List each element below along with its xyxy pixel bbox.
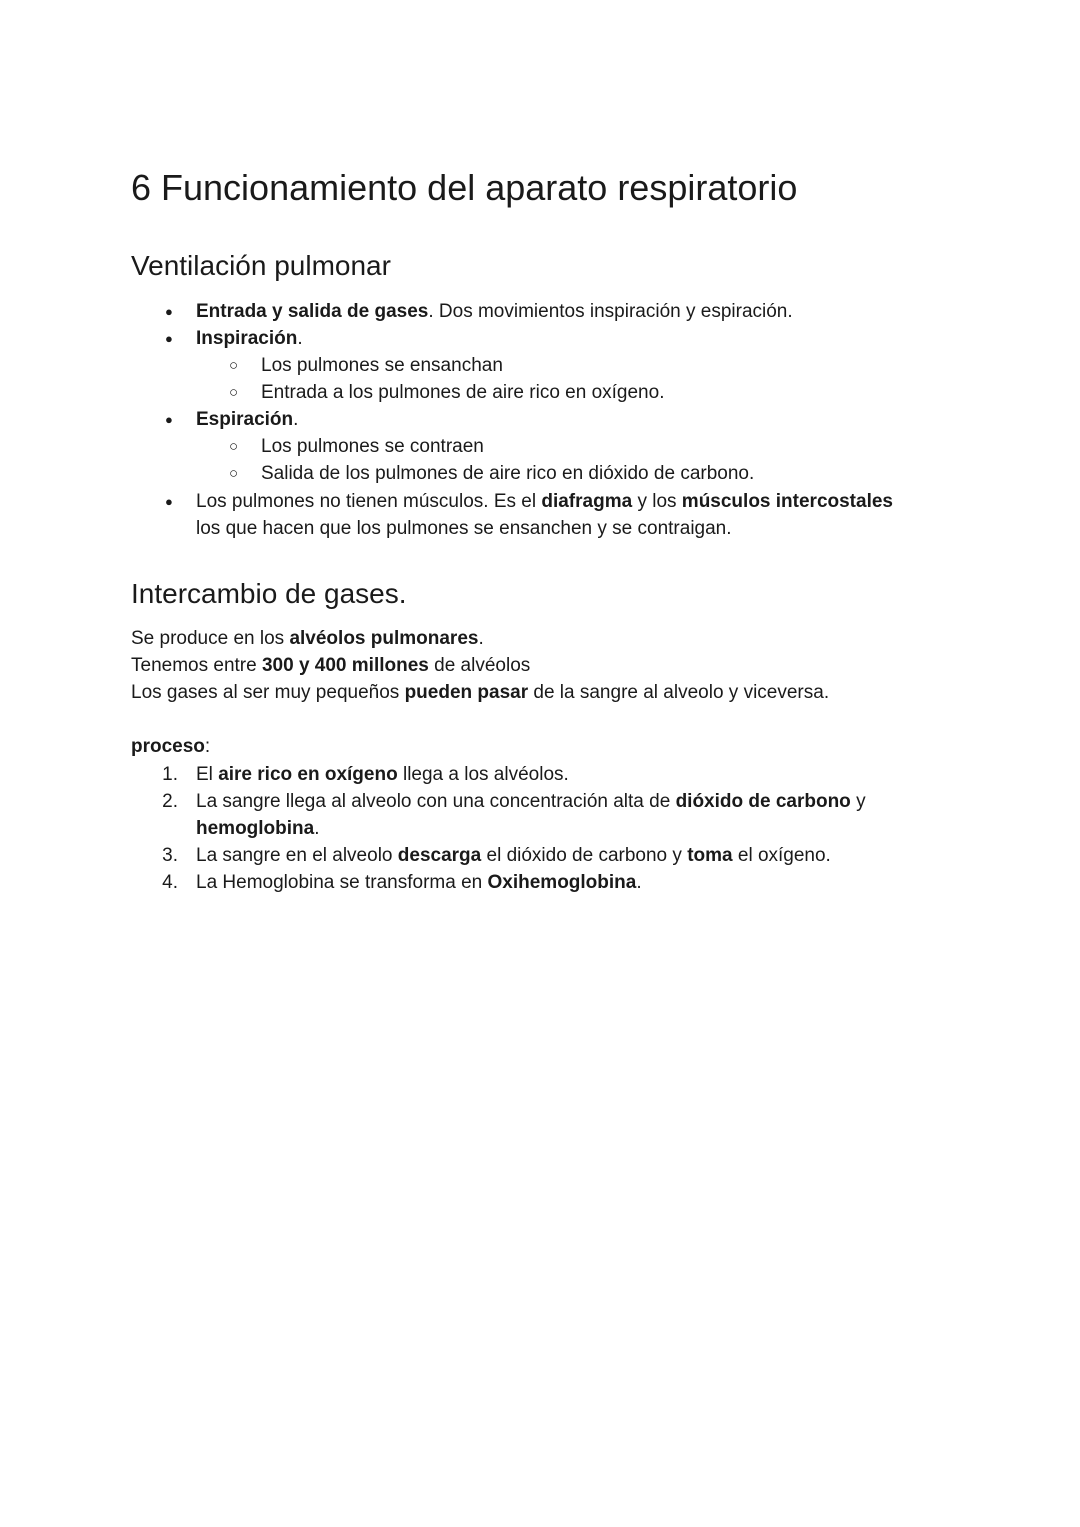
bullet-icon: ● (165, 304, 173, 319)
paragraph (131, 679, 829, 706)
paragraph (131, 652, 530, 679)
section-heading-intercambio: Intercambio de gases. (131, 578, 407, 609)
list-number: 4. (162, 872, 178, 893)
text: . Dos movimientos inspiración y espiración. (428, 301, 793, 322)
text: y (850, 791, 866, 812)
bullet-icon: ● (165, 494, 173, 509)
text: . (478, 628, 484, 649)
text: La sangre llega al alveolo con una concentración alta de (196, 791, 676, 812)
section-heading-ventilacion: Ventilación pulmonar (131, 250, 391, 281)
bold-text: 300 y 400 millones (261, 655, 429, 676)
bold-text: Inspiración (196, 328, 298, 349)
sub-bullet-icon: ○ (229, 384, 239, 401)
bold-text: aire rico en oxígeno (218, 764, 398, 785)
sub-bullet-icon: ○ (229, 438, 239, 455)
text: Tenemos entre (131, 655, 262, 676)
list-item (196, 325, 303, 352)
text: el oxígeno. (732, 845, 831, 866)
sub-list-item: Entrada a los pulmones de aire rico en oxígeno. (261, 382, 665, 403)
bold-text: dióxido de carbono (675, 791, 851, 812)
ordered-list-item (196, 869, 642, 896)
bold-text: Entrada y salida de gases (196, 301, 429, 322)
page-title: 6 Funcionamiento del aparato respiratorio (131, 167, 798, 208)
bold-text: alvéolos pulmonares (289, 628, 479, 649)
bold-text: proceso (131, 736, 205, 757)
sub-list-item: Los pulmones se ensanchan (261, 355, 503, 376)
bold-text: pueden pasar (404, 682, 529, 703)
bold-text: diafragma (541, 491, 633, 512)
list-number: 2. (162, 791, 178, 812)
text: y los (632, 491, 682, 512)
ordered-list-item (196, 842, 831, 869)
list-item (196, 406, 298, 433)
paragraph (131, 625, 484, 652)
text: Los pulmones no tienen músculos. Es el (196, 491, 542, 512)
text: El (196, 764, 219, 785)
ordered-list-item-continuation (196, 815, 320, 842)
bullet-icon: ● (165, 412, 173, 427)
text: : (204, 736, 211, 757)
bold-text: Espiración (196, 409, 294, 430)
sub-list-item: Los pulmones se contraen (261, 436, 484, 457)
bullet-icon: ● (165, 331, 173, 346)
sub-bullet-icon: ○ (229, 357, 239, 374)
text: La Hemoglobina se transforma en (196, 872, 488, 893)
bold-text: toma (687, 845, 733, 866)
proceso-label (131, 733, 210, 760)
text: de alvéolos (428, 655, 531, 676)
bold-text: músculos intercostales (681, 491, 893, 512)
sub-list-item: Salida de los pulmones de aire rico en dióxido de carbono. (261, 463, 755, 484)
text: de la sangre al alveolo y viceversa. (528, 682, 830, 703)
text: La sangre en el alveolo (196, 845, 398, 866)
text: . (636, 872, 642, 893)
text: el dióxido de carbono y (481, 845, 688, 866)
bold-text: Oxihemoglobina (487, 872, 637, 893)
list-item-continuation: los que hacen que los pulmones se ensanchen y se contraigan. (196, 518, 732, 539)
text: Los gases al ser muy pequeños (131, 682, 405, 703)
text: . (293, 409, 299, 430)
text: llega a los alvéolos. (397, 764, 569, 785)
list-item (196, 488, 893, 515)
ordered-list-item (196, 761, 569, 788)
text: . (314, 818, 320, 839)
ordered-list-item (196, 788, 866, 815)
list-number: 3. (162, 845, 178, 866)
list-item (196, 298, 793, 325)
text: . (297, 328, 303, 349)
text: Se produce en los (131, 628, 290, 649)
bold-text: descarga (397, 845, 482, 866)
sub-bullet-icon: ○ (229, 465, 239, 482)
list-number: 1. (162, 764, 178, 785)
bold-text: hemoglobina (196, 818, 315, 839)
